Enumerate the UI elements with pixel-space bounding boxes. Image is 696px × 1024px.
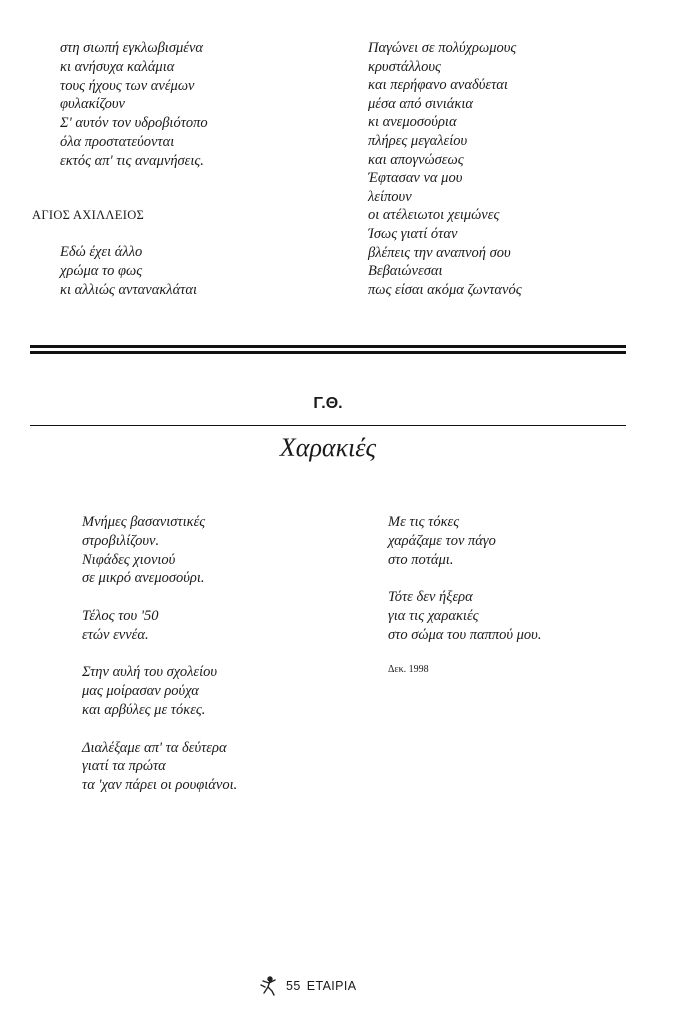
poem-line: Στην αυλή του σχολείου: [82, 664, 218, 681]
top-right-poem: [368, 39, 522, 299]
second-poem-left-column: [82, 513, 237, 795]
poem-line: για τις χαρακιές: [388, 607, 479, 624]
top-left-poem: [60, 39, 208, 171]
poem-line: Διαλέξαμε απ' τα δεύτερα: [82, 739, 227, 756]
poem-line: γιατί τα πρώτα: [82, 758, 166, 775]
poem-line: πλήρες μεγαλείου: [368, 132, 468, 149]
poem-line: Εδώ έχει άλλο: [60, 244, 143, 260]
poem-title: Χαρακιές: [279, 433, 377, 462]
poem-line: Με τις τόκες: [388, 514, 460, 530]
poem-line: κρυστάλλους: [368, 58, 441, 75]
poem-line: και περήφανο αναδύεται: [368, 77, 508, 94]
poem-line: στη σιωπή εγκλωβισμένα: [60, 40, 204, 56]
poem-line: Βεβαιώνεσαι: [368, 263, 443, 280]
poem-line: Έφτασαν να μου: [368, 170, 463, 187]
poem-line: εκτός απ' τις αναμνήσεις.: [60, 152, 204, 169]
poem-line: Τέλος του '50: [82, 607, 159, 624]
poem-line: τα 'χαν πάρει οι ρουφιάνοι.: [82, 777, 238, 794]
section-heading: ΑΓΙΟΣ ΑΧΙΛΛΕΙΟΣ: [32, 208, 145, 222]
poem-line: χρώμα το φως: [60, 262, 143, 279]
poem-line: λείπουν: [368, 188, 412, 205]
poem-line: και αρβύλες με τόκες.: [82, 701, 206, 718]
poem-line: Τότε δεν ήξερα: [388, 589, 473, 606]
poem-line: κι ανεμοσούρια: [368, 114, 457, 131]
title-rule: [30, 425, 626, 426]
poem-line: ετών εννέα.: [82, 626, 149, 643]
section-divider-top: [30, 345, 626, 348]
poem-line: μας μοίρασαν ρούχα: [82, 683, 199, 700]
poem-line: Σ' αυτόν τον υδροβιότοπο: [60, 115, 208, 132]
poem-line: Νιφάδες χιονιού: [82, 551, 176, 568]
poem-line: στο σώμα του παππού μου.: [388, 626, 542, 643]
second-poem-right-column: [388, 513, 541, 645]
poem-line: Παγώνει σε πολύχρωμους: [368, 40, 517, 56]
dancer-figure-icon: [258, 975, 280, 997]
poem-line: στροβιλίζουν.: [82, 532, 160, 549]
poem-line: όλα προστατεύονται: [60, 133, 175, 150]
poem-line: φυλακίζουν: [60, 96, 125, 113]
poem-line: χαράζαμε τον πάγο: [388, 532, 496, 549]
author-initials: Γ.Θ.: [313, 395, 343, 412]
poem-line: στο ποτάμι.: [388, 551, 454, 568]
poem-line: Μνήμες βασανιστικές: [82, 514, 206, 530]
poem-line: και απογνώσεως: [368, 151, 464, 168]
poem-line: βλέπεις την αναπνοή σου: [368, 244, 511, 261]
poem-date: Δεκ. 1998: [388, 664, 429, 675]
page-number: 55: [286, 979, 301, 993]
poem-line: οι ατέλειωτοι χειμώνες: [368, 207, 500, 224]
poem-line: πως είσαι ακόμα ζωντανός: [368, 281, 522, 298]
agios-poem: [60, 243, 197, 299]
poem-line: σε μικρό ανεμοσούρι.: [82, 570, 205, 587]
magazine-name: ΕΤΑΙΡΙΑ: [306, 979, 357, 993]
page-footer: [258, 975, 357, 997]
poem-line: Ίσως γιατί όταν: [368, 225, 458, 242]
poem-line: μέσα από σινιάκια: [368, 95, 473, 112]
poem-line: κι ανήσυχα καλάμια: [60, 58, 175, 75]
poem-line: τους ήχους των ανέμων: [60, 77, 195, 94]
poem-line: κι αλλιώς αντανακλάται: [60, 281, 198, 298]
section-divider-bottom: [30, 351, 626, 354]
